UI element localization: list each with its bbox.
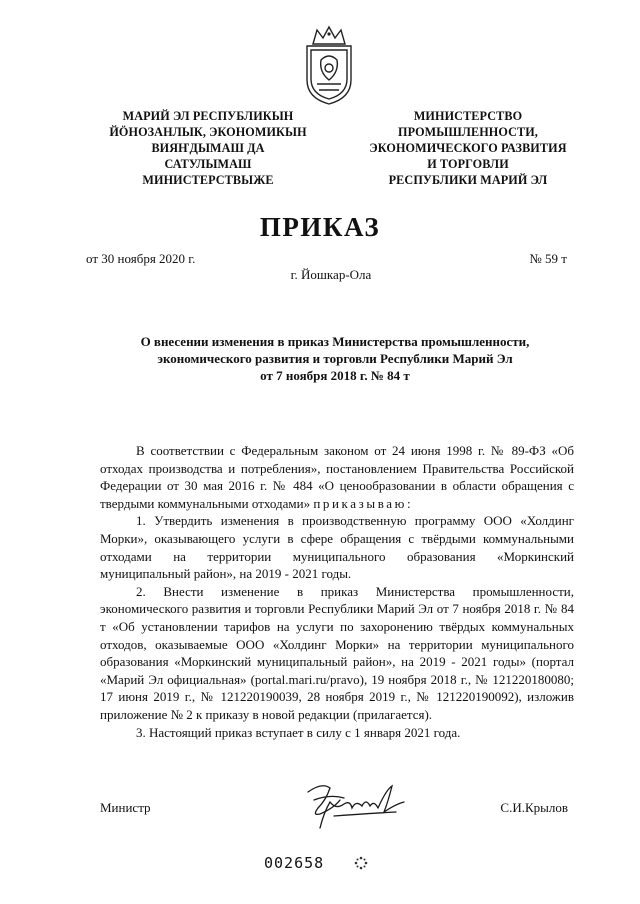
ministry-name-mari (86, 108, 330, 188)
signatory-name: С.И.Крылов (500, 800, 568, 815)
form-serial-number: 002658 (264, 854, 325, 872)
signatory-position: Министр (100, 800, 151, 815)
subject-line: О внесении изменения в приказ Министерства промышленности, (140, 334, 530, 349)
header-line: МИНИСТЕРСТВЫЖЕ (142, 173, 274, 187)
document-subject (90, 333, 580, 384)
body-item-3: 3. Настоящий приказ вступает в силу с 1 января 2021 года. (136, 724, 461, 740)
header-line: ПРОМЫШЛЕННОСТИ, (398, 125, 538, 139)
document-date: от 30 ноября 2020 г. (86, 251, 196, 266)
body-intro-paragraph (100, 442, 574, 512)
body-intro: В соответствии с Федеральным законом от 24 июня 1998 г. № 89-ФЗ «Об отходах производства и потребления», постановлением Правительства Российской Федерации от 30 мая 2016 г. № 484 «О ценообразовании в области обращения с твердыми коммунальными отходами» (100, 443, 574, 511)
ministry-name-russian (352, 108, 584, 188)
header-line: САТУЛЫМАШ (164, 157, 252, 171)
order-word: приказываю: (313, 495, 414, 511)
document-city: г. Йошкар-Ола (290, 267, 372, 282)
document-title: ПРИКАЗ (259, 212, 381, 242)
header-line: ЙӦНОЗАНЛЫК, ЭКОНОМИКЫН (109, 125, 307, 139)
document-body (100, 442, 574, 741)
document-number: № 59 т (529, 251, 567, 266)
ornament-icon (354, 856, 368, 870)
body-item-1: 1. Утвердить изменения в производственную программу ООО «Холдинг Морки», оказывающего услуги в сфере обращения с твёрдыми коммунальными отходами на территории муниципального образования «Моркинский муниципальный район», на 2019 - 2021 годы. (100, 513, 574, 582)
header-line: ЭКОНОМИЧЕСКОГО РАЗВИТИЯ (369, 141, 567, 155)
header-line: И ТОРГОВЛИ (427, 157, 509, 171)
handwritten-signature-icon (300, 778, 410, 834)
coat-of-arms-icon (299, 24, 359, 106)
subject-line: экономического развития и торговли Республики Марий Эл (157, 351, 513, 366)
subject-line: от 7 ноября 2018 г. № 84 т (260, 368, 410, 383)
header-line: ВИЯҤДЫМАШ ДА (151, 141, 265, 155)
body-item-2: 2. Внести изменение в приказ Министерства промышленности, экономического развития и торговли Республики Марий Эл от 7 ноября 2018 г. № 84 т «Об установлении тарифов на услуги по захоронению твёрдых коммунальных отходов, оказываемые ООО «Холдинг Морки» на территории муниципального образования «Моркинский муниципальный район», на 2019 - 2021 годы» (портал «Марий Эл официальная» (portal.mari.ru/pravo), 19 ноября 2018 г., № 121220180080; 17 июня 2019 г., № 121220190039, 28 ноября 2019 г., № 121220190092), изложив приложение № 2 к приказу в новой редакции (прилагается). (100, 583, 574, 722)
header-line: РЕСПУБЛИКИ МАРИЙ ЭЛ (388, 173, 548, 187)
header-line: МАРИЙ ЭЛ РЕСПУБЛИКЫН (122, 109, 294, 123)
header-line: МИНИСТЕРСТВО (413, 109, 523, 123)
